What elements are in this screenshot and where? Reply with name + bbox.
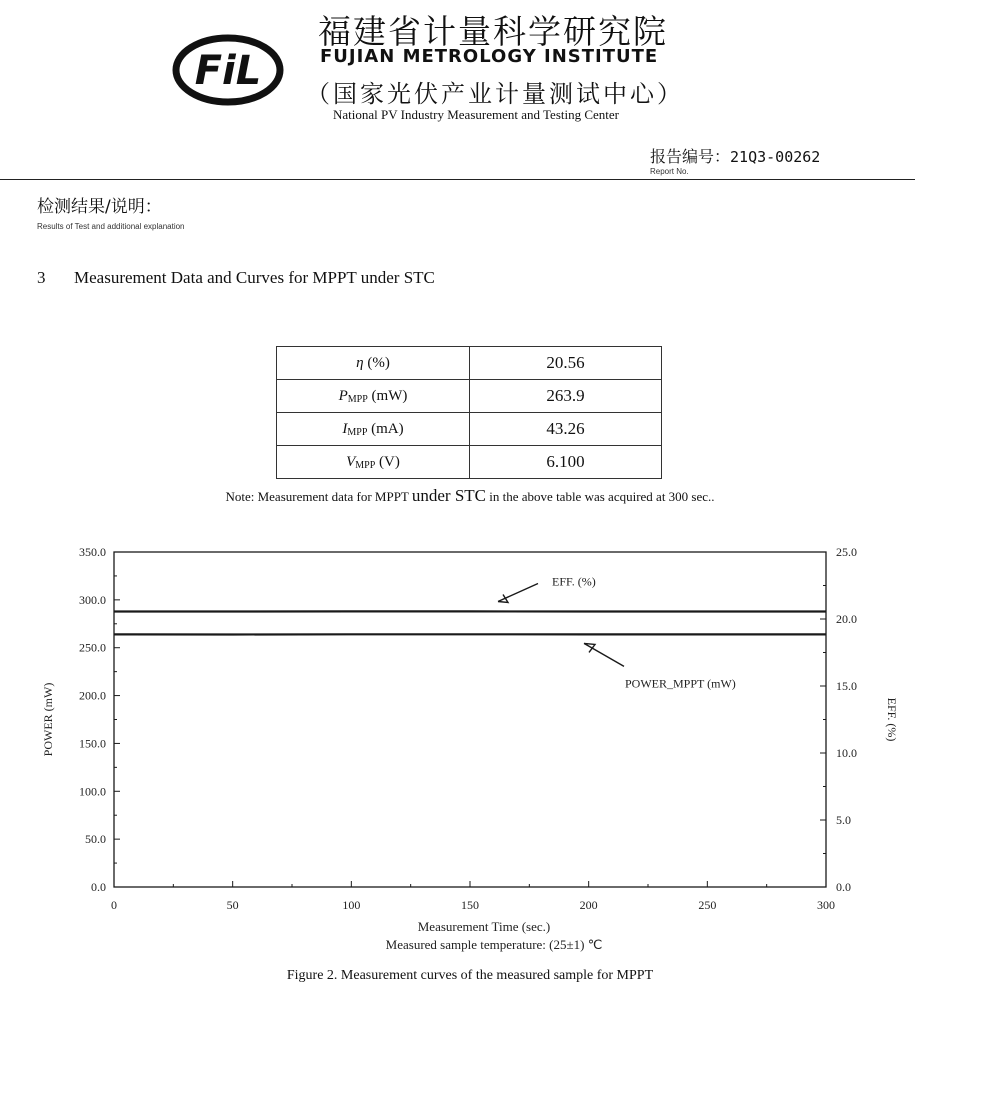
center-name-en: National PV Industry Measurement and Testing Center (333, 107, 619, 122)
power-annotation: POWER_MPPT (mW) (625, 676, 736, 691)
y-tick-label: 150.0 (79, 736, 106, 751)
plot-frame (114, 552, 826, 887)
y2-tick-label: 25.0 (836, 545, 857, 559)
y-tick-label: 250.0 (79, 640, 106, 655)
mppt-data-table (276, 346, 662, 479)
header-divider (0, 179, 915, 180)
eff-arrow (498, 583, 538, 601)
table-row (277, 446, 662, 479)
param-value: 43.26 (470, 413, 662, 446)
mppt-chart (0, 530, 940, 960)
y-tick-label: 300.0 (79, 592, 106, 607)
y-tick-label: 350.0 (79, 545, 106, 559)
x-tick-label: 200 (579, 898, 598, 912)
table-row (277, 380, 662, 413)
report-number (650, 144, 820, 167)
fil-logo (172, 32, 284, 108)
x-tick-label: 50 (226, 898, 239, 912)
eff-annotation: EFF. (%) (552, 574, 596, 589)
param-label: $I_{MPP}$ (mA) (277, 413, 470, 446)
power-arrow (584, 643, 624, 666)
param-label: $P_{MPP}$ (mW) (277, 380, 470, 413)
param-label: η (%) (277, 347, 470, 380)
table-row (277, 347, 662, 380)
x-axis-title: Measurement Time (sec.) (417, 919, 551, 934)
institute-name-en: FUJIAN METROLOGY INSTITUTE (320, 46, 659, 67)
svg-text:FiL: FiL (194, 48, 262, 94)
results-heading-cn: 检测结果/说明： (37, 197, 162, 217)
table-row (277, 413, 662, 446)
y-axis-title: POWER (mW) (41, 682, 55, 757)
figure-caption: Figure 2. Measurement curves of the measured sample for MPPT (286, 968, 654, 983)
x-tick-label: 100 (342, 898, 361, 912)
y-tick-label: 100.0 (79, 784, 106, 799)
y2-axis-title: EFF. (%) (885, 697, 899, 742)
results-heading-en: Results of Test and additional explanation (37, 222, 185, 231)
x-tick-label: 0 (111, 898, 117, 912)
section-title: Measurement Data and Curves for MPPT under STC (74, 268, 435, 287)
center-name-cn: （国家光伏产业计量测试中心） (306, 80, 684, 108)
report-number-label: 报告编号： (650, 147, 731, 166)
report-number-en-label: Report No. (650, 167, 689, 176)
institute-name-cn: 福建省计量科学研究院 (318, 12, 668, 51)
param-value: 20.56 (470, 347, 662, 380)
y2-tick-label: 20.0 (836, 612, 857, 626)
param-value: 263.9 (470, 380, 662, 413)
report-number-value: 21Q3-00262 (730, 148, 821, 166)
temperature-note: Measured sample temperature: (25±1) ℃ (385, 937, 603, 952)
table-note: Note: Measurement data for MPPT under STC in the above table was acquired at 300 sec.. (225, 486, 715, 505)
param-label: $V_{MPP}$ (V) (277, 446, 470, 479)
y-tick-label: 200.0 (79, 688, 106, 703)
y2-tick-label: 15.0 (836, 679, 857, 693)
x-tick-label: 150 (461, 898, 479, 912)
section-number: 3 (37, 268, 46, 287)
y-tick-label: 0.0 (91, 880, 106, 894)
y2-tick-label: 5.0 (836, 813, 851, 827)
y-tick-label: 50.0 (85, 832, 106, 847)
param-value: 6.100 (470, 446, 662, 479)
y2-tick-label: 0.0 (836, 880, 851, 894)
x-tick-label: 250 (698, 898, 717, 912)
y2-tick-label: 10.0 (836, 746, 857, 760)
x-tick-label: 300 (817, 898, 835, 912)
